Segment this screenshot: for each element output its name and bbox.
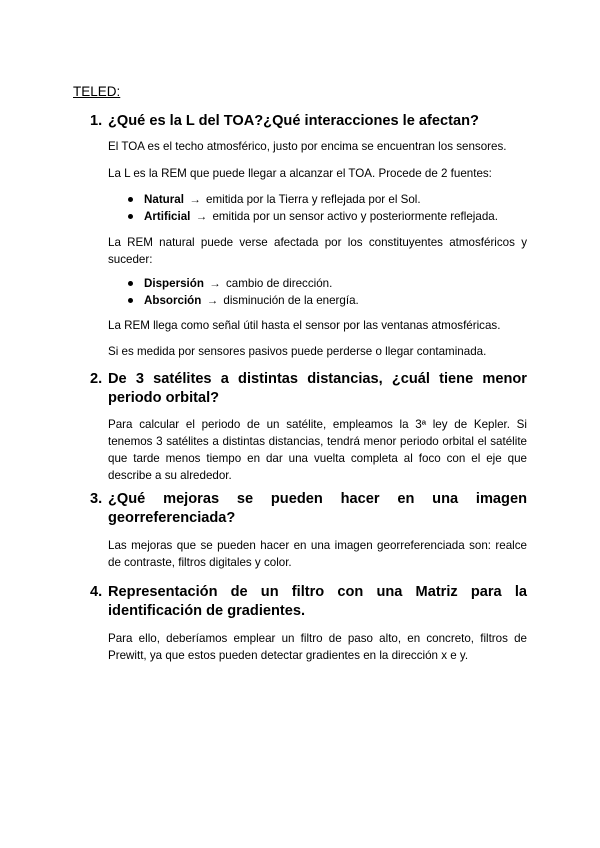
bullet-term: Absorción	[144, 294, 202, 307]
bullet-icon	[128, 281, 133, 286]
question-4-title: Representación de un filtro con una Matriz para la identificación de gradientes.	[108, 584, 527, 619]
list-item	[125, 208, 525, 225]
bullet-term: Artificial	[144, 210, 191, 223]
question-3-heading	[90, 490, 527, 528]
question-3-title: ¿Qué mejoras se pueden hacer en una imagen georreferenciada?	[108, 491, 527, 526]
bullet-term: Natural	[144, 193, 184, 206]
right-arrow-icon: →	[206, 294, 219, 307]
right-arrow-icon: →	[195, 210, 208, 223]
bullet-text: disminución de la energía.	[223, 294, 359, 307]
right-arrow-icon: →	[189, 193, 201, 206]
bullet-icon	[128, 214, 133, 219]
question-1-paragraph-3: La REM natural puede verse afectada por los constituyentes atmosféricos y suceder:	[108, 236, 527, 266]
bullet-icon	[128, 298, 133, 303]
bullet-text: emitida por un sensor activo y posteriormente reflejada.	[212, 210, 498, 223]
question-3-paragraph-1: Las mejoras que se pueden hacer en una imagen georreferenciada son: realce de contraste, filtros digitales y color.	[108, 539, 527, 569]
question-3-number: 3.	[90, 491, 103, 507]
question-1-number: 1.	[90, 113, 103, 129]
question-1-heading	[90, 112, 527, 131]
question-1-paragraph-5: Si es medida por sensores pasivos puede perderse o llegar contaminada.	[108, 345, 487, 358]
bullet-term: Dispersión	[144, 277, 204, 290]
question-4-number: 4.	[90, 584, 103, 600]
question-1-bullet-list-2	[125, 275, 525, 309]
question-2-number: 2.	[90, 371, 103, 387]
question-1-paragraph-1: El TOA es el techo atmosférico, justo por encima se encuentran los sensores.	[108, 140, 507, 153]
question-2-paragraph-1: Para calcular el periodo de un satélite, empleamos la 3ª ley de Kepler. Si tenemos 3 satélites a distintas distancias, tendrá menor periodo orbital el satélite que tarde menos tiempo en dar una vuelta completa al foco con el eje que describe a su alrededor.	[108, 418, 527, 482]
question-1-paragraph-2: La L es la REM que puede llegar a alcanzar el TOA. Procede de 2 fuentes:	[108, 167, 492, 180]
question-2-title: De 3 satélites a distintas distancias, ¿cuál tiene menor periodo orbital?	[108, 371, 527, 406]
bullet-text: emitida por la Tierra y reflejada por el Sol.	[206, 193, 421, 206]
list-item	[125, 191, 525, 208]
question-2-heading	[90, 370, 527, 408]
bullet-icon	[128, 197, 133, 202]
question-1-bullet-list-1	[125, 191, 525, 225]
question-4-heading	[90, 583, 527, 621]
list-item	[125, 275, 525, 292]
bullet-text: cambio de dirección.	[225, 277, 333, 290]
right-arrow-icon: →	[209, 277, 221, 290]
question-4-paragraph-1: Para ello, deberíamos emplear un filtro de paso alto, en concreto, filtros de Prewitt, ya que estos pueden detectar gradientes en la dirección x e y.	[108, 632, 527, 662]
document-title: TELED:	[73, 84, 121, 99]
question-1-paragraph-4: La REM llega como señal útil hasta el sensor por las ventanas atmosféricas.	[108, 319, 501, 332]
question-1-title: ¿Qué es la L del TOA?¿Qué interacciones le afectan?	[108, 113, 479, 129]
list-item	[125, 292, 525, 309]
